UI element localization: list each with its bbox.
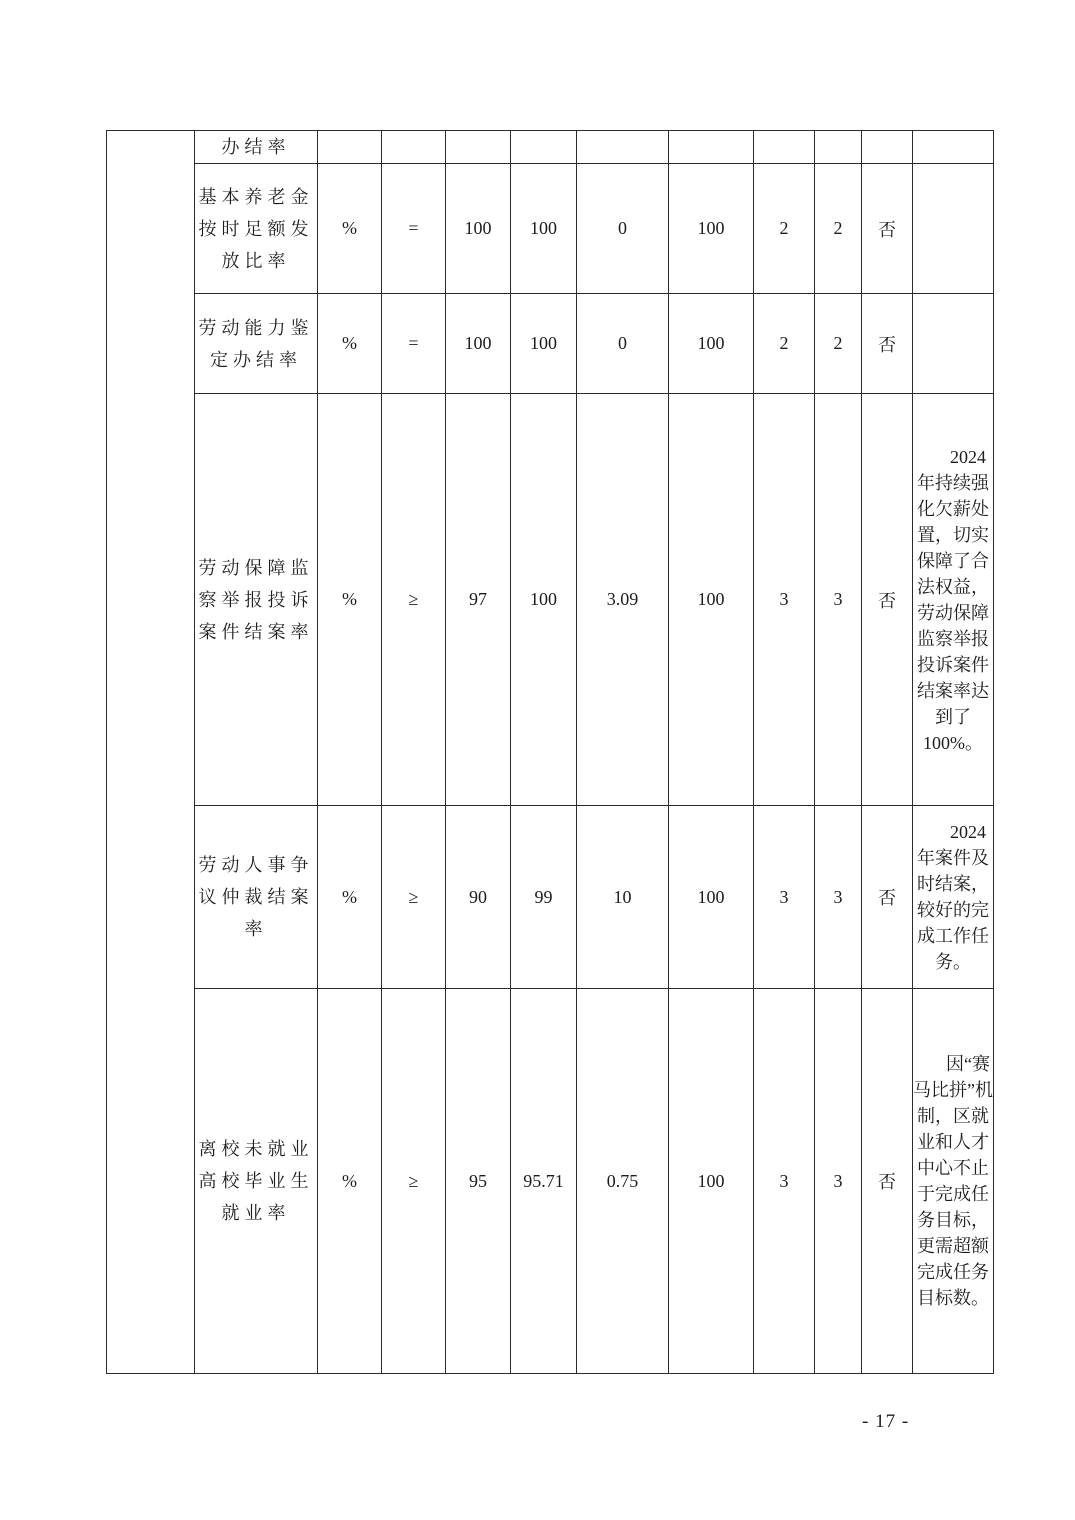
weight-cell: 2	[754, 294, 815, 394]
reason-cell	[913, 164, 994, 294]
actual-value-cell	[511, 131, 577, 164]
reason-cell	[913, 131, 994, 164]
score-cell: 2	[815, 164, 862, 294]
score-rate-cell: 100	[669, 989, 754, 1374]
indicator-name-cell: 办结率	[195, 131, 318, 164]
major-deviation-cell	[862, 131, 913, 164]
nature-cell: ≥	[382, 806, 446, 989]
target-value-cell: 100	[446, 164, 511, 294]
unit-cell: %	[318, 806, 382, 989]
unit-cell: %	[318, 164, 382, 294]
deviation-rate-cell: 3.09	[577, 394, 669, 806]
unit-cell	[318, 131, 382, 164]
weight-cell: 3	[754, 806, 815, 989]
target-value-cell	[446, 131, 511, 164]
score-cell: 2	[815, 294, 862, 394]
score-rate-cell	[669, 131, 754, 164]
table-row	[107, 394, 994, 806]
weight-cell: 3	[754, 394, 815, 806]
indicator-name-cell: 劳动能力鉴定办结率	[195, 294, 318, 394]
score-rate-cell: 100	[669, 394, 754, 806]
indicator-name-cell: 基本养老金按时足额发放比率	[195, 164, 318, 294]
target-value-cell: 100	[446, 294, 511, 394]
table-row	[107, 806, 994, 989]
major-deviation-cell: 否	[862, 806, 913, 989]
score-cell	[815, 131, 862, 164]
table-row	[107, 131, 994, 164]
score-cell: 3	[815, 806, 862, 989]
score-rate-cell: 100	[669, 806, 754, 989]
reason-cell	[913, 294, 994, 394]
score-rate-cell: 100	[669, 294, 754, 394]
actual-value-cell: 100	[511, 164, 577, 294]
indicator-name-cell: 离校未就业高校毕业生就业率	[195, 989, 318, 1374]
weight-cell: 3	[754, 989, 815, 1374]
performance-indicator-table	[106, 130, 994, 1374]
table-row	[107, 164, 994, 294]
category-cell	[107, 131, 195, 1374]
major-deviation-cell: 否	[862, 164, 913, 294]
reason-cell	[913, 394, 994, 806]
weight-cell: 2	[754, 164, 815, 294]
weight-cell	[754, 131, 815, 164]
major-deviation-cell: 否	[862, 294, 913, 394]
reason-text: 2024年持续强化欠薪处置，切实保障了合法权益，劳动保障监察举报投诉案件结案率达到了100%。	[917, 446, 989, 753]
deviation-rate-cell	[577, 131, 669, 164]
reason-text: 因“赛马比拼”机制，区就业和人才中心不止于完成任务目标，更需超额完成任务目标数。	[913, 1054, 993, 1308]
deviation-rate-cell: 10	[577, 806, 669, 989]
nature-cell: ≥	[382, 989, 446, 1374]
table-row	[107, 989, 994, 1374]
deviation-rate-cell: 0	[577, 164, 669, 294]
actual-value-cell: 95.71	[511, 989, 577, 1374]
major-deviation-cell: 否	[862, 989, 913, 1374]
actual-value-cell: 99	[511, 806, 577, 989]
actual-value-cell: 100	[511, 294, 577, 394]
nature-cell	[382, 131, 446, 164]
score-cell: 3	[815, 989, 862, 1374]
deviation-rate-cell: 0	[577, 294, 669, 394]
nature-cell: =	[382, 164, 446, 294]
major-deviation-cell: 否	[862, 394, 913, 806]
nature-cell: =	[382, 294, 446, 394]
indicator-name-cell: 劳动保障监察举报投诉案件结案率	[195, 394, 318, 806]
target-value-cell: 90	[446, 806, 511, 989]
unit-cell: %	[318, 294, 382, 394]
nature-cell: ≥	[382, 394, 446, 806]
deviation-rate-cell: 0.75	[577, 989, 669, 1374]
score-rate-cell: 100	[669, 164, 754, 294]
unit-cell: %	[318, 394, 382, 806]
page-number: - 17 -	[862, 1411, 910, 1432]
reason-cell	[913, 989, 994, 1374]
unit-cell: %	[318, 989, 382, 1374]
reason-text: 2024年案件及时结案，较好的完成工作任务。	[917, 822, 989, 972]
reason-cell	[913, 806, 994, 989]
target-value-cell: 97	[446, 394, 511, 806]
score-cell: 3	[815, 394, 862, 806]
indicator-name-cell: 劳动人事争议仲裁结案率	[195, 806, 318, 989]
actual-value-cell: 100	[511, 394, 577, 806]
table-row	[107, 294, 994, 394]
target-value-cell: 95	[446, 989, 511, 1374]
